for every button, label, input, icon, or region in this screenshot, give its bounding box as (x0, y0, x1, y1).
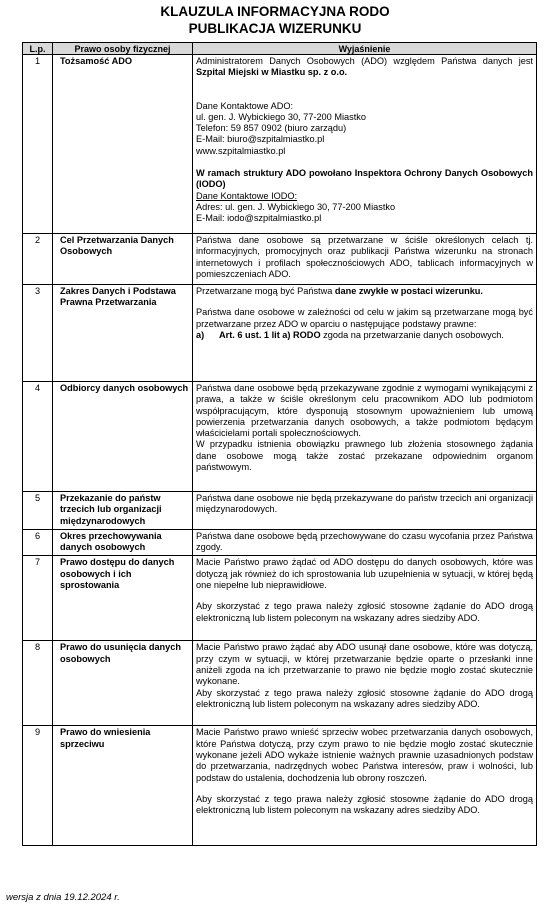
table-row (23, 556, 537, 641)
version-footer: wersja z dnia 19.12.2024 r. (6, 892, 120, 903)
rodo-table (22, 42, 537, 846)
article-desc: zgoda na przetwarzanie danych osobowych. (320, 329, 504, 340)
objection-how-to: Aby skorzystać z tego prawa należy zgłosić stosowne żądanie do ADO drogą elektroniczną lub listem poleconym na wskazany adres siedziby ADO. (196, 793, 533, 816)
document-title: KLAUZULA INFORMACYJNA RODO (160, 4, 390, 19)
row-explanation (193, 285, 537, 382)
ado-intro: Administratorem Danych Osobowych (ADO) względem Państwa danych jest (196, 56, 533, 66)
row-number: 1 (23, 55, 53, 234)
scope-intro: Przetwarzane mogą być Państwa (196, 286, 335, 296)
row-explanation (193, 234, 537, 285)
access-text: Macie Państwo prawo żądać od ADO dostępu do danych osobowych, które was dotyczą jak również do ich sprostowania lub uzupełnienia w sytuacji, w której będą one niepełne lub nieprawidłowe. (196, 557, 533, 591)
table-row (23, 641, 537, 726)
table-row (23, 529, 537, 556)
table-row (23, 492, 537, 530)
ado-name: Szpital Miejski w Miastku sp. z o.o. (196, 67, 348, 78)
ado-contact-heading: Dane Kontaktowe ADO: (196, 100, 294, 111)
iodo-address: Adres: ul. gen. J. Wybickiego 30, 77-200 Miastko (196, 201, 396, 212)
row-number: 6 (23, 529, 53, 556)
ado-website: www.szpitalmiastko.pl (196, 145, 286, 156)
iodo-email: E-Mail: iodo@szpitalmiastko.pl (196, 213, 322, 224)
table-row (23, 234, 537, 285)
iodo-heading: W ramach struktury ADO powołano Inspektora Ochrony Danych Osobowych (IODO) (196, 168, 533, 190)
retention-text: Państwa dane osobowe będą przechowywane do czasu wycofania przez Państwa zgody. (196, 530, 533, 553)
transfer-text: Państwa dane osobowe nie będą przekazywane do państw trzecich ani organizacji międzynarodowych. (196, 493, 533, 515)
objection-text: Macie Państwo prawo wnieść sprzeciw wobec przetwarzania danych osobowych, które Państwa dotyczą, przy czym prawo to nie będzie mogło zostać skutecznie wykonane jeżeli ADO wykaże istnienie ważnych prawnie uzasadnionych podstaw do przetwarzania, nadrzędnych wobec Państwa interesów, praw i wolności, lub podstaw do ustalenia, dochodzenia lub obrony roszczeń. (196, 727, 533, 783)
article-ref: Art. 6 ust. 1 lit a) RODO (219, 329, 321, 340)
row-title: Zakres Danych i Podstawa Prawna Przetwarzania (53, 285, 193, 382)
table-row (23, 285, 537, 382)
recipients-authorities: W przypadku istnienia obowiązku prawnego lub złożenia stosownego żądania dane osobowe mogą także zostać przekazane odpowiednim organom państwowym. (196, 439, 533, 473)
erasure-text: Macie Państwo prawo żądać aby ADO usunął dane osobowe, które was dotyczą, przy czym w sytuacji, w której przetwarzanie będzie oparte o przesłanki inne aniżeli zgoda na ich przetwarzanie to prawo nie będzie mogło zostać skutecznie wykonane. (196, 642, 533, 687)
list-item (196, 329, 533, 341)
row-title: Prawo dostępu do danych osobowych i ich sprostowania (53, 556, 193, 641)
row-number: 9 (23, 726, 53, 846)
row-explanation (193, 55, 537, 234)
row-explanation (193, 382, 537, 492)
row-number: 4 (23, 382, 53, 492)
row-explanation (193, 726, 537, 846)
scope-bold: dane zwykłe w postaci wizerunku. (334, 286, 483, 296)
row-explanation (193, 529, 537, 556)
row-title: Cel Przetwarzania Danych Osobowych (53, 234, 193, 285)
row-number: 3 (23, 285, 53, 382)
row-number: 7 (23, 556, 53, 641)
table-header-row (23, 43, 537, 55)
table-row (23, 382, 537, 492)
row-title: Odbiorcy danych osobowych (53, 382, 193, 492)
list-marker: a) (196, 329, 205, 340)
row-title: Okres przechowywania danych osobowych (53, 529, 193, 556)
ado-phone: Telefon: 59 857 0902 (biuro zarządu) (196, 123, 347, 134)
row-title: Prawo do wniesienia sprzeciwu (53, 726, 193, 846)
legal-basis-text: Państwa dane osobowe w zależności od celu w jakim są przetwarzane mogą być przetwarzane przez ADO w oparciu o następujące podstawy prawne: (196, 307, 533, 329)
header-lp: L.p. (23, 43, 53, 55)
row-explanation (193, 492, 537, 530)
row-explanation (193, 556, 537, 641)
ado-email: E-Mail: biuro@szpitalmiastko.pl (196, 134, 325, 145)
erasure-how-to: Aby skorzystać z tego prawa należy zgłosić stosowne żądanie do ADO drogą elektroniczną lub listem poleconym na wskazany adres siedziby ADO. (196, 687, 533, 709)
row-number: 2 (23, 234, 53, 285)
row-title: Prawo do usunięcia danych osobowych (53, 641, 193, 726)
row-number: 5 (23, 492, 53, 530)
ado-address: ul. gen. J. Wybickiego 30, 77-200 Miastko (196, 111, 366, 122)
purpose-text: Państwa dane osobowe są przetwarzane w ściśle określonych celach tj. informacyjnych, promocyjnych oraz publikacji Państwa wizerunku na stronach internetowych i profilach społecznościowych ADO, tablicach informacyjnych w pomieszczeniach ADO. (196, 235, 533, 279)
row-number: 8 (23, 641, 53, 726)
row-title: Tożsamość ADO (53, 55, 193, 234)
row-title: Przekazanie do państw trzecich lub organizacji międzynarodowych (53, 492, 193, 530)
table-row (23, 55, 537, 234)
row-explanation (193, 641, 537, 726)
iodo-contact-heading: Dane Kontaktowe IODO: (196, 190, 298, 201)
header-explanation: Wyjaśnienie (193, 43, 537, 55)
access-how-to: Aby skorzystać z tego prawa należy zgłosić stosowne żądanie do ADO drogą elektroniczną lub listem poleconym na wskazany adres siedziby ADO. (196, 601, 533, 623)
document-subtitle: PUBLIKACJA WIZERUNKU (188, 21, 362, 36)
legal-basis-list (196, 330, 533, 341)
header-right: Prawo osoby fizycznej (53, 43, 193, 55)
table-row (23, 726, 537, 846)
recipients-text: Państwa dane osobowe będą przekazywane zgodnie z wymogami wynikającymi z prawa, a także w ściśle określonym celu pracownikom ADO lub podmiotom współpracującym, które dysponują stosownym upoważnieniem lub umową powierzenia przetwarzania danych osobowych, a także podmiotom będącym właścicielami portali społecznościowych. (196, 383, 533, 439)
